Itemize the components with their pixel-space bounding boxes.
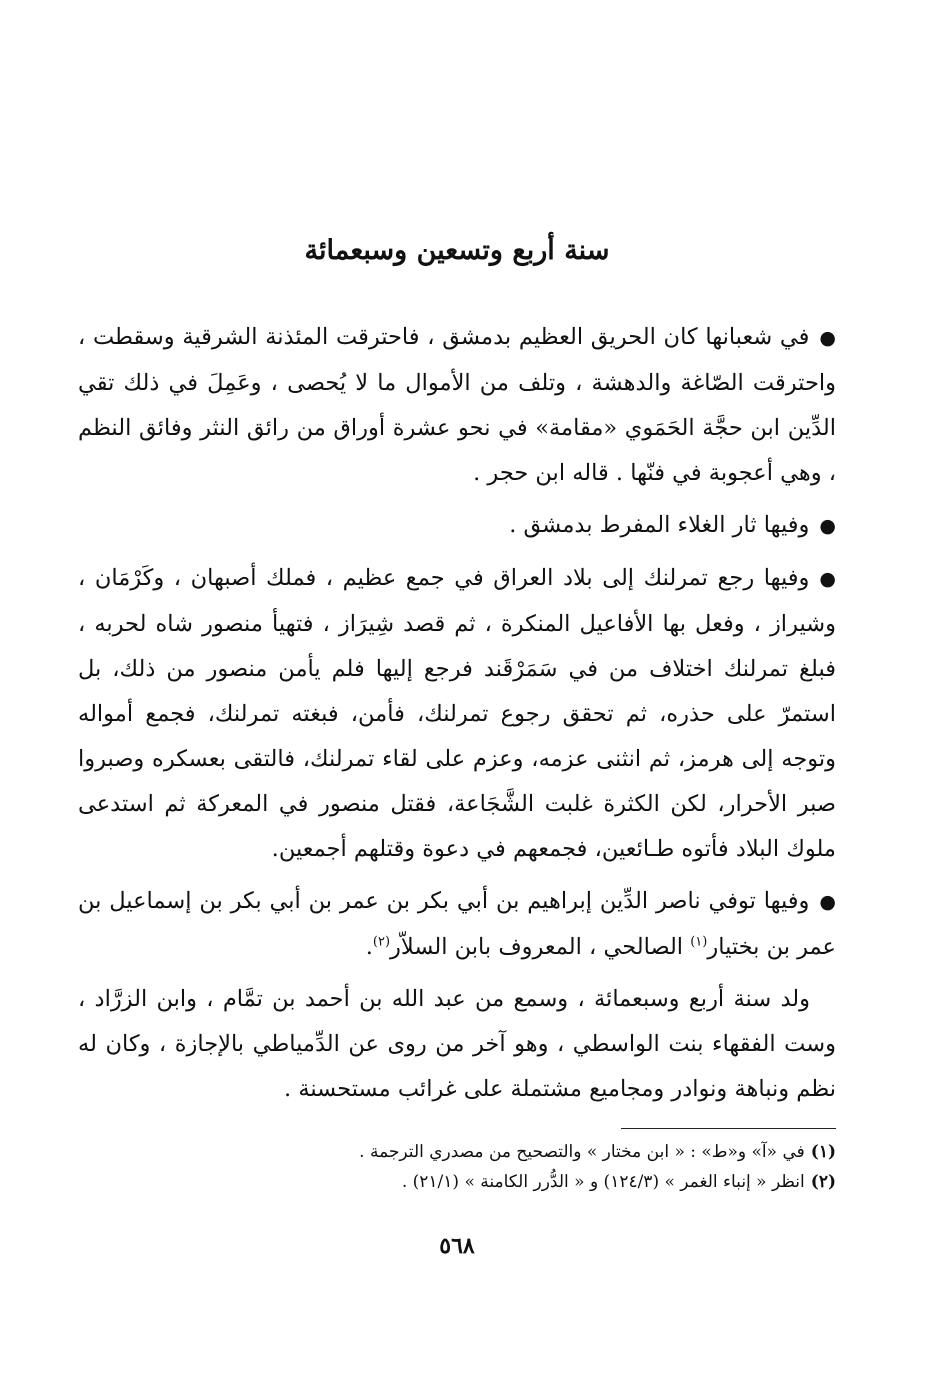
bullet-icon: ● (819, 568, 836, 590)
footnote-divider (621, 1128, 836, 1129)
footnote-ref-2: (٢) (372, 934, 391, 950)
footnote-ref-1: (١) (690, 934, 708, 950)
paragraph-text: في شعبانها كان الحريق العظيم بدمشق ، فاحترقت المئذنة الشرقية وسقطت ، واحترقت الصّاغة والدهشة ، وتلف من الأموال ما لا يُحصى ، وعَمِلَ في ذلك تقي الدِّين ابن حجَّة الحَمَوي «مقامة» في نحو عشرة أوراق من رائق النثر وفائق النظم ، وهي أعجوبة في فنّها . قاله ابن حجر . (78, 324, 836, 486)
paragraph-obituary (78, 879, 836, 970)
footnote-text: في «آ» و«ط» : « ابن مختار » والتصحيح من مصدري الترجمة . (359, 1142, 805, 1162)
paragraph-text: وفيها توفي ناصر الدِّين إبراهيم بن أبي بكر بن عمر بن أبي بكر بن إسماعيل بن عمر بن بختيار (78, 888, 836, 960)
footnote-1 (78, 1137, 836, 1167)
footnote-number: (٢) (810, 1172, 836, 1192)
paragraph-text: وفيها رجع تمرلنك إلى بلاد العراق في جمع عظيم ، فملك أصبهان ، وكَرْمَان ، وشيراز ، وفعل بها الأفاعيل المنكرة ، ثم قصد شِيرَاز ، فتهيأ منصور شاه لحربه ، فبلغ تمرلنك اختلاف من في سَمَرْقَند فرجع إليها فلم يأمن منصور من ذلك، بل استمرّ على حذره، ثم تحقق رجوع تمرلنك، فأمن، فبغته تمرلنك، فجمع أمواله وتوجه إلى هرمز، ثم انثنى عزمه، وعزم على لقاء تمرلنك، فالتقى بعسكره وصبروا صبر الأحرار، لكن الكثرة غلبت الشَّجَاعة، فقتل منصور في المعركة ثم استدعى ملوك البلاد فأتوه طـائعين، فجمعهم في دعوة وقتلهم أجمعين. (78, 565, 836, 862)
bullet-icon: ● (819, 891, 836, 913)
paragraph-biography (78, 977, 836, 1112)
footnote-2 (78, 1167, 836, 1197)
section-title: سنة أربع وتسعين وسبعمائة (304, 235, 610, 266)
bullet-icon: ● (819, 327, 836, 349)
paragraph-high-prices (78, 503, 836, 549)
paragraph-text: ولد سنة أربع وسبعمائة ، وسمع من عبد الله بن أحمد بن تمَّام ، وابن الزرَّاد ، وست الفقهاء بنت الواسطي ، وهو آخر من روى عن الدِّمياطي بالإجازة ، وكان له نظم ونباهة ونوادر ومجاميع مشتملة على غرائب مستحسنة . (78, 986, 836, 1102)
bullet-icon: ● (819, 515, 836, 537)
paragraph-text: . (365, 934, 373, 960)
paragraph-tamerlane (78, 556, 836, 872)
paragraph-text: وفيها ثار الغلاء المفرط بدمشق . (509, 512, 810, 538)
paragraph-text: الصالحي ، المعروف بابن السلاّر (390, 934, 691, 960)
footnote-number: (١) (810, 1142, 836, 1162)
footnotes (78, 1128, 836, 1197)
page-number: ٥٦٨ (439, 1233, 475, 1259)
document-page (78, 0, 836, 1376)
footnote-text: انظر « إنباء الغمر » (١٢٤/٣) و « الدُّرر الكامنة » (٢١/١) . (401, 1172, 805, 1192)
paragraph-fire-damascus (78, 315, 836, 496)
main-text (78, 315, 836, 1119)
